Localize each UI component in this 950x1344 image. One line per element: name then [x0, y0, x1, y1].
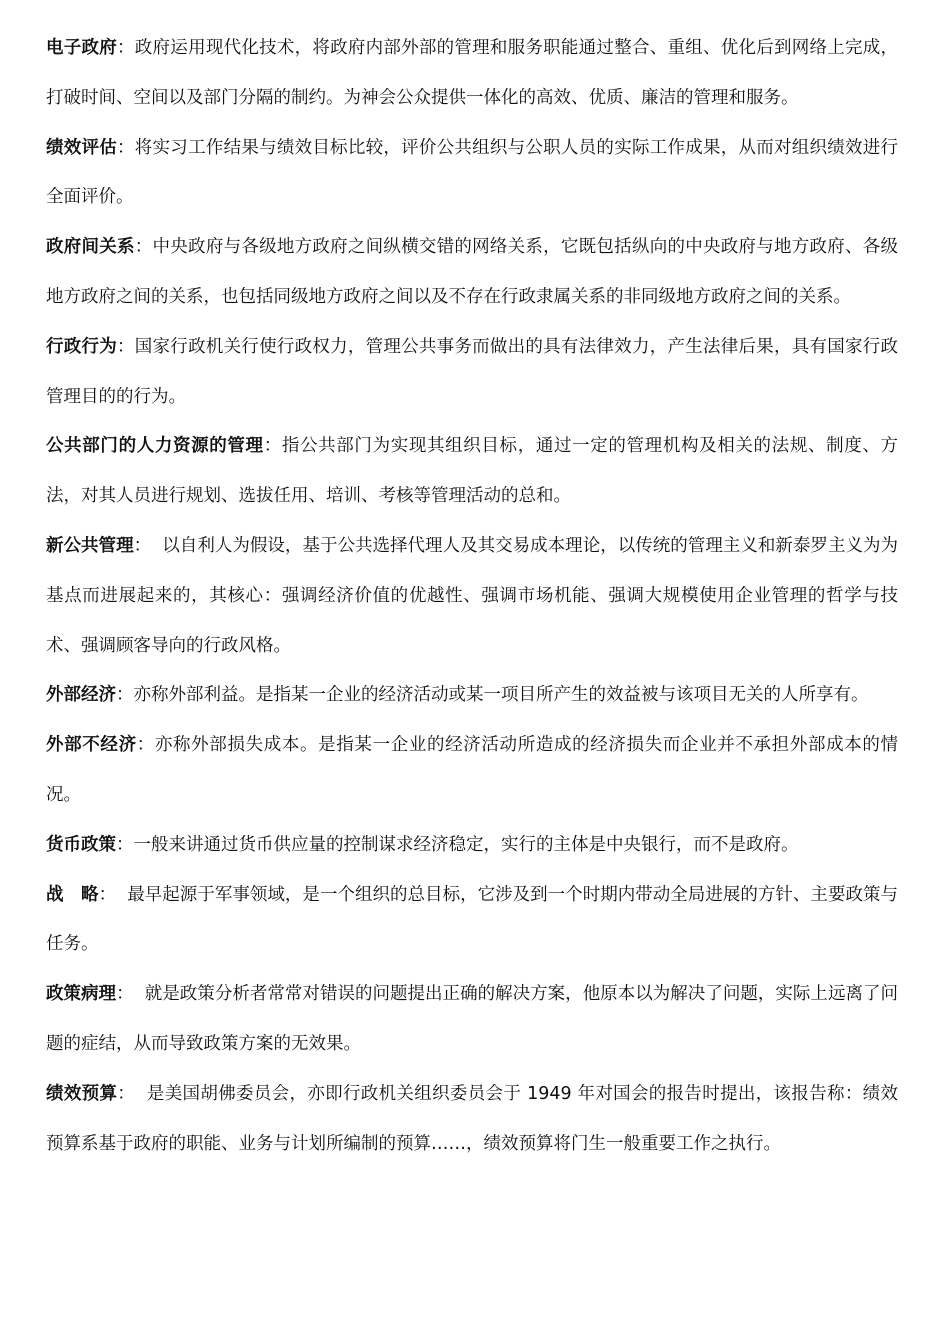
term-definition: 最早起源于军事领域，是一个组织的总目标，它涉及到一个时期内带动全局进展的方针、主要政策与任务。	[46, 884, 899, 955]
entry-external-economy	[46, 671, 898, 721]
term-label: 货币政策	[46, 834, 116, 855]
term-label: 政策病理	[46, 984, 117, 1005]
entry-performance-budget	[46, 1070, 898, 1170]
term-definition: 是美国胡佛委员会，亦即行政机关组织委员会于 1949 年对国会的报告时提出，该报告称：绩效预算系基于政府的职能、业务与计划所编制的预算……，绩效预算将门生一般重要工作之执行。	[46, 1083, 898, 1154]
entry-external-diseconomy	[46, 721, 898, 821]
entry-policy-pathology	[46, 970, 898, 1070]
term-definition: 以自利人为假设，基于公共选择代理人及其交易成本理论，以传统的管理主义和新泰罗主义为为基点而进展起来的，其核心：强调经济价值的优越性、强调市场机能、强调大规模使用企业管理的哲学与技术、强调顾客导向的行政风格。	[46, 535, 898, 656]
term-separator: ：	[98, 884, 128, 905]
term-definition: 就是政策分析者常常对错误的问题提出正确的解决方案，他原本以为解决了问题，实际上远离了问题的症结，从而导致政策方案的无效果。	[46, 984, 898, 1054]
entry-strategy	[46, 871, 898, 971]
term-separator: ：	[116, 984, 145, 1005]
term-label: 行政行为	[46, 336, 118, 357]
term-separator: ：	[117, 38, 135, 58]
term-separator: ：	[117, 1083, 147, 1104]
entry-monetary-policy	[46, 821, 898, 871]
term-label: 外部不经济	[46, 735, 137, 756]
entry-administrative-act	[46, 323, 898, 423]
entry-intergovernmental-relations	[46, 223, 898, 323]
entry-public-hr-management	[46, 422, 898, 522]
term-label: 新公共管理	[46, 535, 134, 556]
term-definition: 国家行政机关行使行政权力，管理公共事务而做出的具有法律效力，产生法律后果，具有国家行政管理目的的行为。	[46, 336, 899, 407]
term-definition: 中央政府与各级地方政府之间纵横交错的网络关系，它既包括纵向的中央政府与地方政府、各级地方政府之间的关系，也包括同级地方政府之间以及不存在行政隶属关系的非同级地方政府之间的关系。	[46, 237, 899, 307]
term-separator: ：	[116, 834, 134, 855]
entry-performance-evaluation	[46, 124, 898, 224]
term-label: 公共部门的人力资源的管理	[46, 436, 264, 457]
term-definition: 亦称外部损失成本。是指某一企业的经济活动所造成的经济损失而企业并不承担外部成本的情况。	[46, 735, 899, 805]
term-label: 政府间关系	[46, 237, 135, 258]
term-separator: ：	[133, 535, 163, 556]
term-label: 绩效预算	[46, 1083, 118, 1104]
term-definition: 一般来讲通过货币供应量的控制谋求经济稳定，实行的主体是中央银行，而不是政府。	[133, 834, 799, 855]
entry-new-public-management	[46, 522, 898, 671]
term-separator: ：	[263, 436, 282, 457]
term-separator: ：	[134, 237, 153, 258]
term-separator: ：	[136, 735, 155, 756]
term-definition: 将实习工作结果与绩效目标比较，评价公共组织与公职人员的实际工作成果，从而对组织绩效进行全面评价。	[46, 137, 899, 208]
term-label: 外部经济	[46, 685, 116, 706]
term-separator: ：	[117, 336, 135, 357]
term-label: 绩效评估	[46, 137, 118, 158]
term-separator: ：	[116, 685, 134, 706]
term-definition: 亦称外部利益。是指某一企业的经济活动或某一项目所产生的效益被与该项目无关的人所享有。	[133, 685, 869, 706]
term-label: 战 略	[46, 884, 99, 905]
entry-e-government	[46, 24, 898, 124]
term-separator: ：	[117, 137, 135, 158]
term-definition: 政府运用现代化技术，将政府内部外部的管理和服务职能通过整合、重组、优化后到网络上完成，打破时间、空间以及部门分隔的制约。为神会公众提供一体化的高效、优质、廉洁的管理和服务。	[46, 38, 899, 108]
term-label: 电子政府	[46, 38, 118, 58]
term-definition: 指公共部门为实现其组织目标，通过一定的管理机构及相关的法规、制度、方法，对其人员进行规划、选拔任用、培训、考核等管理活动的总和。	[46, 436, 899, 507]
